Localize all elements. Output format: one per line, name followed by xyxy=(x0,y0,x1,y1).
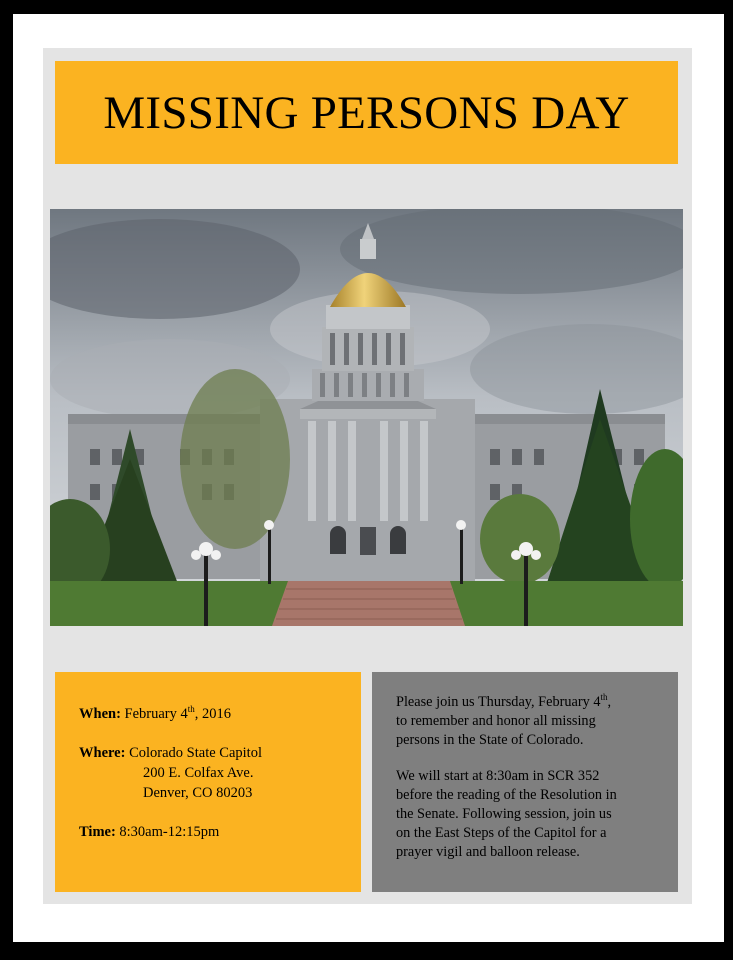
info-line: to remember and honor all missing xyxy=(396,712,596,729)
info-line: on the East Steps of the Capitol for a xyxy=(396,824,607,841)
where-label: Where: xyxy=(79,745,126,761)
time-value: 8:30am-12:15pm xyxy=(119,824,220,840)
info-line: prayer vigil and balloon release. xyxy=(396,843,580,860)
info-line: We will start at 8:30am in SCR 352 xyxy=(396,768,600,785)
when-date: February 4 xyxy=(124,706,188,722)
info-date-suffix: th xyxy=(600,692,608,702)
title-banner xyxy=(55,61,678,164)
event-info-panel xyxy=(372,672,678,892)
info-line: , xyxy=(607,694,612,710)
when-row xyxy=(79,704,361,724)
where-line-2: 200 E. Colfax Ave. xyxy=(143,765,254,781)
flyer-title: MISSING PERSONS DAY xyxy=(103,86,630,139)
info-line: before the reading of the Resolution in xyxy=(396,787,617,804)
info-line: the Senate. Following session, join us xyxy=(396,805,612,822)
info-paragraph-1 xyxy=(396,693,666,749)
info-line: persons in the State of Colorado. xyxy=(396,731,584,748)
time-row xyxy=(79,822,361,842)
info-paragraph-2 xyxy=(396,767,666,861)
time-label: Time: xyxy=(79,824,116,840)
where-row xyxy=(79,743,361,763)
where-line-1: Colorado State Capitol xyxy=(129,745,262,761)
info-line: Please join us Thursday, February 4 xyxy=(396,694,601,710)
capitol-photo xyxy=(50,209,683,626)
when-year: , 2016 xyxy=(194,706,232,722)
event-details-panel xyxy=(55,672,361,892)
capitol-illustration xyxy=(50,209,683,626)
when-value xyxy=(125,706,231,722)
where-line-3: Denver, CO 80203 xyxy=(143,785,253,801)
when-label: When: xyxy=(79,706,121,722)
when-date-suffix: th xyxy=(187,704,195,714)
